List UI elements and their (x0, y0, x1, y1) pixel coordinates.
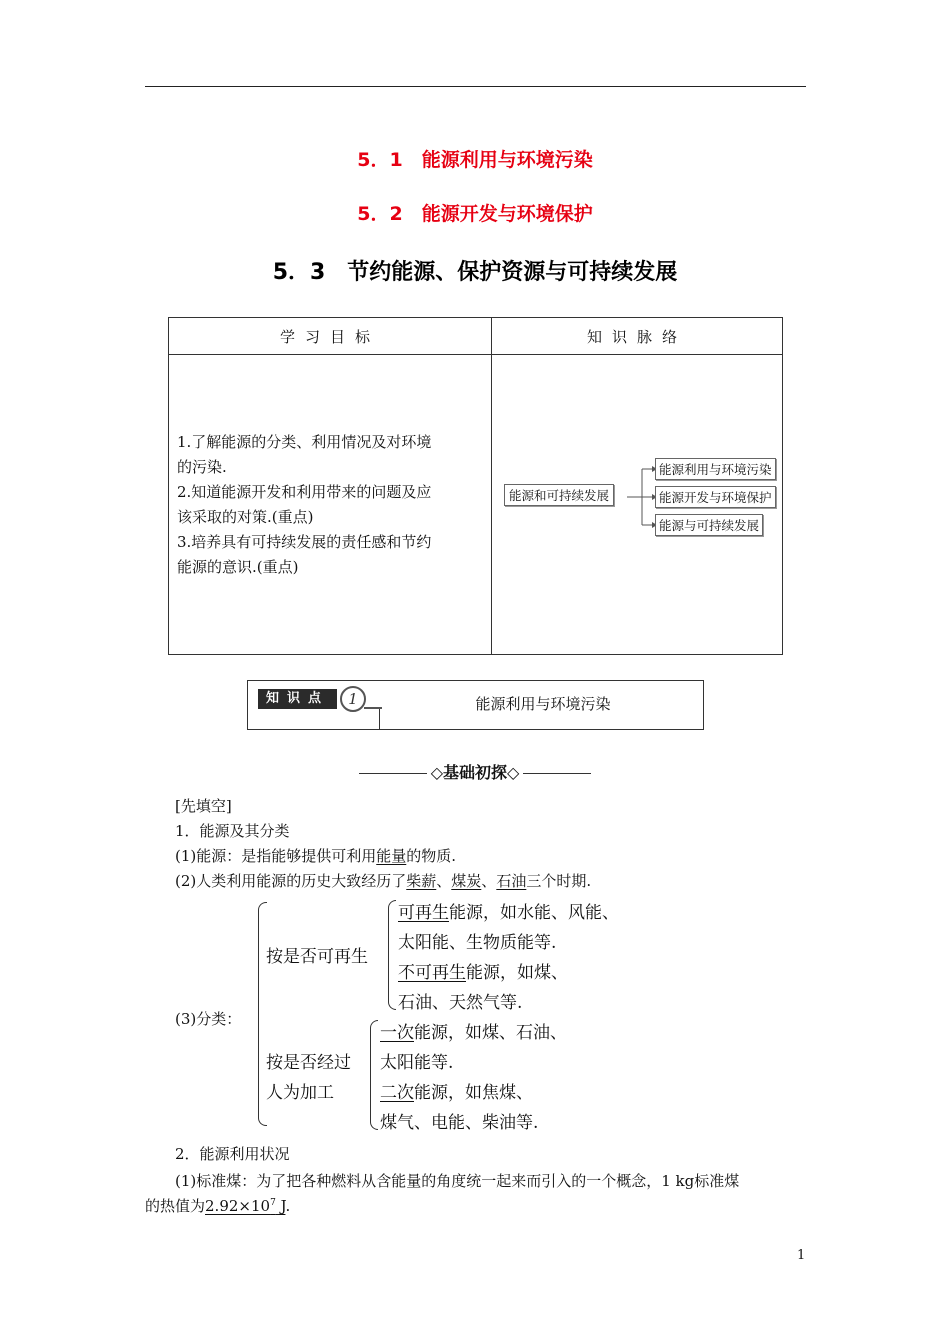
classification-label: (3)分类： (175, 1010, 242, 1028)
answer-blank: 煤炭 (451, 872, 482, 890)
objective-line: 的污染. (177, 457, 227, 476)
primary-line (380, 1018, 567, 1043)
criterion-renewable: 按是否可再生 (266, 947, 368, 967)
unit: J (275, 1197, 286, 1215)
basic-exploration-heading (0, 760, 950, 783)
fill-blank-label: [先填空] (175, 797, 232, 815)
page-number: 1 (797, 1248, 806, 1263)
answer-blank: 一次 (380, 1023, 414, 1043)
section-title-5-3: 5．3 节约能源、保护资源与可持续发展 (272, 260, 678, 285)
text: 三个时期. (526, 872, 592, 890)
answer-blank: 柴薪 (406, 872, 437, 890)
heat-value-line (145, 1195, 290, 1216)
text: 能源，如煤、 (466, 963, 568, 983)
nonrenewable-examples: 石油、天然气等. (398, 993, 523, 1013)
answer-blank: 能量 (376, 847, 407, 865)
knowledge-map-root: 能源和可持续发展 (504, 484, 614, 506)
knowledge-point-number: 1 (340, 686, 366, 712)
knowledge-map-leaf: 能源与可持续发展 (655, 514, 763, 536)
objective-line: 该采取的对策.(重点) (177, 507, 314, 526)
knowledge-map-leaf: 能源利用与环境污染 (655, 458, 776, 480)
objectives-table (168, 317, 783, 655)
renewable-brace (388, 900, 396, 1010)
answer-blank: 二次 (380, 1083, 414, 1103)
heading-rule-left (359, 773, 427, 774)
header-rule (145, 86, 806, 87)
renewable-examples: 太阳能、生物质能等. (398, 933, 557, 953)
text: 、 (481, 872, 497, 890)
primary-examples: 太阳能等. (380, 1053, 454, 1073)
objective-line: 2.知道能源开发和利用带来的问题及应 (177, 482, 432, 501)
text: 的物质. (406, 847, 457, 865)
answer-blank: 不可再生 (398, 963, 466, 983)
objective-line: 1.了解能源的分类、利用情况及对环境 (177, 432, 432, 451)
knowledge-map-leaf: 能源开发与环境保护 (655, 486, 776, 508)
objective-line: 3.培养具有可持续发展的责任感和节约 (177, 532, 432, 551)
text: . (285, 1197, 291, 1215)
answer-blank (205, 1197, 285, 1215)
knowledge-map-header: 知识脉络 (492, 318, 783, 355)
knowledge-point-title: 能源利用与环境污染 (475, 695, 611, 713)
secondary-examples: 煤气、电能、柴油等. (380, 1113, 539, 1133)
banner-divider (379, 709, 380, 729)
secondary-line (380, 1078, 533, 1103)
knowledge-point-banner (247, 680, 704, 730)
text: (1)能源：是指能够提供可利用 (175, 847, 377, 865)
criterion-processing-1: 按是否经过 (266, 1053, 351, 1073)
heading-rule-right (523, 773, 591, 774)
renewable-line (398, 898, 619, 923)
section-title-5-1: 5．1 能源利用与环境污染 (357, 149, 593, 171)
text: 的热值为 (145, 1197, 206, 1215)
text: 2.92×10 (205, 1197, 271, 1215)
exponent: 7 (270, 1198, 276, 1208)
history-line (175, 870, 591, 891)
text: 能源，如焦煤、 (414, 1083, 533, 1103)
subheading-energy-usage: 2．能源利用状况 (175, 1145, 290, 1163)
objectives-cell (169, 355, 492, 655)
criterion-processing-2: 人为加工 (266, 1083, 334, 1103)
nonrenewable-line (398, 958, 568, 983)
knowledge-point-badge: 知识点 (258, 689, 337, 709)
answer-blank: 石油 (496, 872, 527, 890)
answer-blank: 可再生 (398, 903, 449, 923)
standard-coal-line: (1)标准煤：为了把各种燃料从含能量的角度统一起来而引入的一个概念，1 kg标准煤 (175, 1172, 740, 1190)
section-title-5-2: 5．2 能源开发与环境保护 (357, 203, 593, 225)
text: 、 (436, 872, 452, 890)
processing-brace (370, 1020, 378, 1130)
text: (2)人类利用能源的历史大致经历了 (175, 872, 407, 890)
text: 能源，如水能、风能、 (449, 903, 619, 923)
heading-text: ◇基础初探◇ (430, 763, 520, 782)
knowledge-map-cell (492, 355, 783, 655)
definition-line (175, 845, 456, 866)
text: 能源，如煤、石油、 (414, 1023, 567, 1043)
subheading-energy-classification: 1．能源及其分类 (175, 822, 290, 840)
objective-line: 能源的意识.(重点) (177, 557, 299, 576)
objectives-header: 学习目标 (169, 318, 492, 355)
